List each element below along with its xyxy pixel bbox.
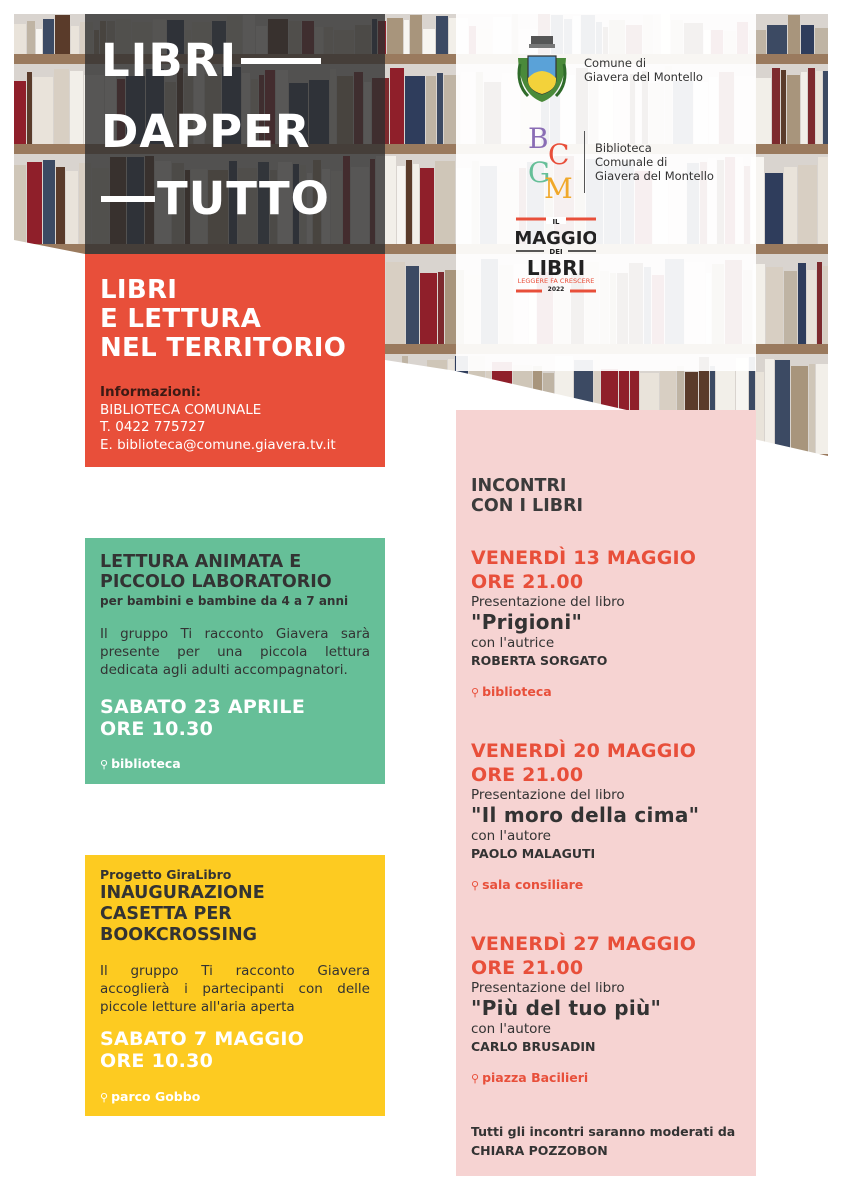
subtitle: LIBRI E LETTURA NEL TERRITORIO bbox=[100, 275, 347, 363]
logo-divider bbox=[584, 131, 585, 193]
comune-line-2: Giavera del Montello bbox=[584, 70, 703, 84]
info-library: BIBLIOTECA COMUNALE bbox=[100, 401, 262, 418]
location-pin-icon: ⚲ bbox=[100, 758, 109, 771]
event-date: VENERDÌ 13 MAGGIO bbox=[471, 547, 697, 569]
lettura-title-1: LETTURA ANIMATA E bbox=[100, 552, 302, 572]
title-line-2: DAPPER bbox=[101, 105, 311, 158]
bcgm-g: G bbox=[528, 156, 551, 189]
lettura-body: Il gruppo Ti racconto Giavera sarà presente per una piccola lettura dedicata agli adulti accompagnatori. bbox=[100, 626, 370, 678]
title-box bbox=[85, 14, 385, 254]
event-date: VENERDÌ 27 MAGGIO bbox=[471, 933, 697, 955]
incontri-title: INCONTRI CON I LIBRI bbox=[471, 476, 584, 516]
moderator-note bbox=[471, 1122, 756, 1160]
comune-logo bbox=[514, 34, 703, 106]
info-label: Informazioni: bbox=[100, 384, 202, 400]
location-pin-icon: ⚲ bbox=[471, 879, 480, 892]
event-place: ⚲ sala consiliare bbox=[471, 877, 584, 892]
giralibro-project: Progetto GiraLibro bbox=[100, 867, 232, 882]
event-place: ⚲ biblioteca bbox=[471, 684, 552, 699]
giralibro-date: SABATO 7 MAGGIO bbox=[100, 1028, 305, 1050]
event-with: con l'autore bbox=[471, 1021, 551, 1037]
biblio-line-1: Biblioteca bbox=[595, 141, 652, 155]
event-book-title: "Prigioni" bbox=[471, 610, 583, 634]
event-book-title: "Il moro della cima" bbox=[471, 803, 700, 827]
subtitle-box bbox=[85, 254, 385, 467]
event-place: ⚲ piazza Bacilieri bbox=[471, 1070, 589, 1085]
moderator-line-1: Tutti gli incontri saranno moderati da bbox=[471, 1124, 736, 1139]
lettura-date: SABATO 23 APRILE bbox=[100, 696, 306, 718]
biblio-line-3: Giavera del Montello bbox=[595, 169, 714, 183]
biblio-line-2: Comunale di bbox=[595, 155, 668, 169]
info-email: E. biblioteca@comune.giavera.tv.it bbox=[100, 436, 336, 453]
bcgm-logo-icon bbox=[526, 122, 578, 202]
bcgm-m: M bbox=[544, 172, 573, 202]
giralibro-title-3: BOOKCROSSING bbox=[100, 925, 258, 945]
info-block bbox=[100, 384, 336, 454]
event-author: CARLO BRUSADIN bbox=[471, 1039, 596, 1054]
giralibro-body: Il gruppo Ti racconto Giavera accoglierà i partecipanti con delle piccole letture all'aria aperta bbox=[100, 963, 370, 1015]
moderator-name: CHIARA POZZOBON bbox=[471, 1143, 608, 1158]
event-with: con l'autrice bbox=[471, 635, 555, 651]
event-presentation: Presentazione del libro bbox=[471, 980, 625, 996]
lettura-animata-box bbox=[85, 538, 385, 784]
event-with: con l'autore bbox=[471, 828, 551, 844]
maggio-il: IL bbox=[552, 218, 560, 226]
event-time: ORE 21.00 bbox=[471, 571, 584, 593]
event-3 bbox=[471, 932, 751, 1085]
lettura-time: ORE 10.30 bbox=[100, 718, 214, 740]
event-1 bbox=[471, 546, 751, 699]
giralibro-title-1: INAUGURAZIONE bbox=[100, 883, 265, 903]
info-phone: T. 0422 775727 bbox=[100, 419, 206, 435]
maggio-word: MAGGIO bbox=[516, 228, 596, 249]
location-pin-icon: ⚲ bbox=[471, 1072, 480, 1085]
lettura-place: ⚲ biblioteca bbox=[100, 756, 181, 771]
event-presentation: Presentazione del libro bbox=[471, 787, 625, 803]
location-pin-icon: ⚲ bbox=[471, 686, 480, 699]
lettura-subtitle: per bambini e bambine da 4 a 7 anni bbox=[100, 594, 349, 608]
event-author: PAOLO MALAGUTI bbox=[471, 846, 596, 861]
coat-of-arms-icon bbox=[514, 34, 570, 106]
bcgm-c: C bbox=[548, 138, 570, 171]
giralibro-box bbox=[85, 855, 385, 1116]
maggio-tagline: LEGGERE FA CRESCERE bbox=[517, 277, 595, 285]
location-pin-icon: ⚲ bbox=[100, 1091, 109, 1104]
giralibro-title-2: CASETTA PER bbox=[100, 904, 232, 924]
title-line-1: LIBRI bbox=[101, 36, 321, 86]
biblioteca-logo bbox=[526, 122, 714, 202]
event-date: VENERDÌ 20 MAGGIO bbox=[471, 740, 697, 762]
event-book-title: "Più del tuo più" bbox=[471, 996, 662, 1020]
event-time: ORE 21.00 bbox=[471, 957, 584, 979]
giralibro-place: ⚲ parco Gobbo bbox=[100, 1089, 201, 1104]
event-author: ROBERTA SORGATO bbox=[471, 653, 608, 668]
lettura-title-2: PICCOLO LABORATORIO bbox=[100, 572, 332, 592]
maggio-dei: DEI bbox=[549, 248, 563, 256]
giralibro-time: ORE 10.30 bbox=[100, 1050, 214, 1072]
event-time: ORE 21.00 bbox=[471, 764, 584, 786]
event-2 bbox=[471, 739, 751, 892]
maggio-year: 2022 bbox=[547, 286, 565, 293]
incontri-panel bbox=[456, 410, 756, 1176]
title-line-3: TUTTO bbox=[101, 174, 330, 224]
logos-panel bbox=[456, 14, 756, 371]
event-presentation: Presentazione del libro bbox=[471, 594, 625, 610]
bcgm-b: B bbox=[528, 122, 549, 155]
comune-line-1: Comune di bbox=[584, 56, 647, 70]
maggio-dei-libri-logo bbox=[516, 217, 596, 293]
maggio-libri: LIBRI bbox=[526, 256, 586, 280]
